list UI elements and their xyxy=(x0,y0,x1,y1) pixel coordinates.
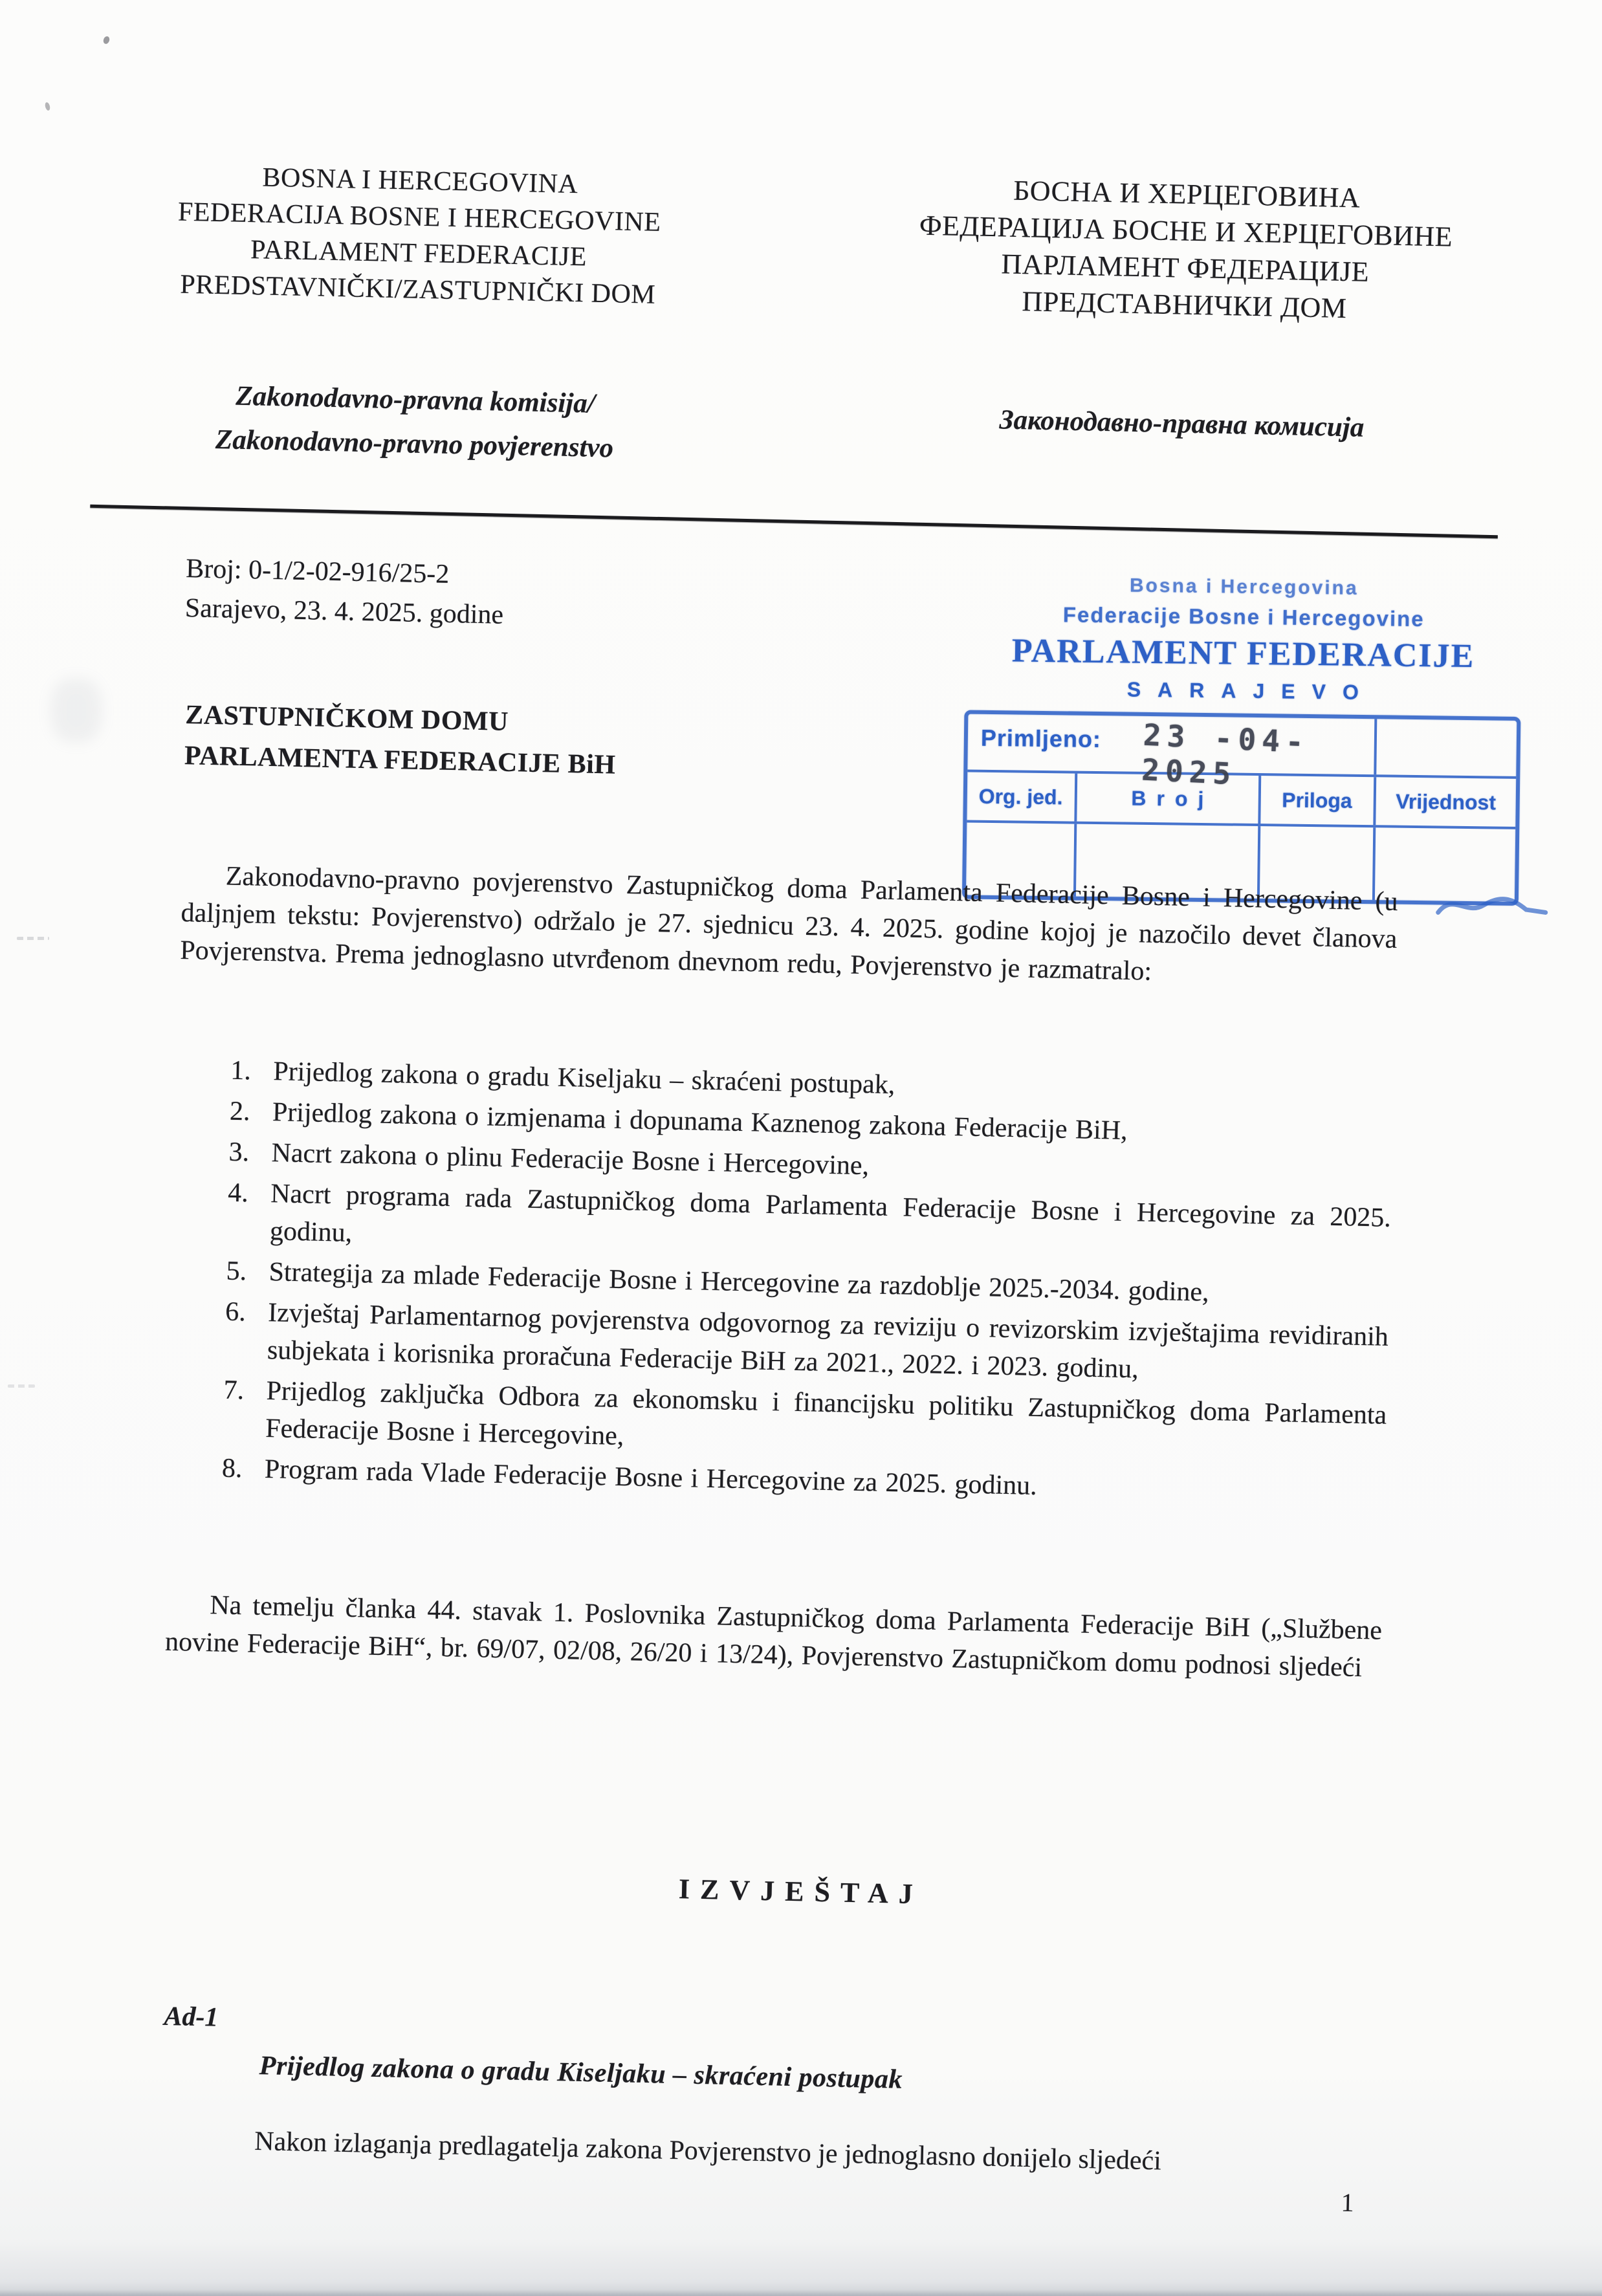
letterhead-cyrillic-line: ФЕДЕРАЦИЈА БОСНЕ И ХЕРЦЕГОВИНЕ xyxy=(919,209,1453,253)
committee-name-cyrillic xyxy=(868,395,1496,453)
letterhead-divider-line xyxy=(90,505,1498,538)
agenda-list xyxy=(221,1052,1394,1516)
agenda-item-number: 2. xyxy=(229,1096,251,1127)
addressee-line: ZASTUPNIČKOM DOMU xyxy=(184,700,509,737)
agenda-item-text: Prijedlog zaključka Odbora za ekonomsku i financijsku politiku Zastupničkog doma Parlamenta Federacije Bosne i Hercegovine, xyxy=(265,1376,1387,1452)
stamp-city-line: SARAJEVO xyxy=(1126,677,1376,705)
stamp-empty-cell xyxy=(1376,719,1517,776)
letterhead-cyrillic-line: БОСНА И ХЕРЦЕГОВИНА xyxy=(1013,174,1361,214)
agenda-item-text: Nacrt programa rada Zastupničkog doma Parlamenta Federacije Bosne i Hercegovine za 2025. godinu, xyxy=(269,1179,1392,1248)
reference-block xyxy=(184,549,505,635)
stamp-ink-mark-icon xyxy=(1434,885,1551,925)
receipt-stamp xyxy=(962,573,1522,905)
committee-name-latin xyxy=(129,372,701,472)
addressee-block xyxy=(184,695,617,786)
section-ad1-paragraph: Nakon izlaganja predlagatelja zakona Povjerenstvo je jednoglasno donijelo sljedeći xyxy=(254,2126,1162,2176)
reference-place-date: Sarajevo, 23. 4. 2025. godine xyxy=(184,593,504,630)
margin-pencil-mark xyxy=(8,1384,35,1388)
letterhead-cyrillic xyxy=(870,169,1501,330)
letterhead-cyrillic-line: ПРЕДСТАВНИЧКИ ДОМ xyxy=(1022,285,1348,325)
section-ad1-subtitle: Prijedlog zakona o gradu Kiseljaku – skraćeni postupak xyxy=(259,2051,903,2095)
stamp-col-broj: Broj xyxy=(1077,774,1261,824)
letterhead-latin-line: PARLAMENT FEDERACIJE xyxy=(250,235,587,272)
page-number: 1 xyxy=(1341,2187,1355,2218)
letterhead-latin-line: PREDSTAVNIČKI/ZASTUPNIČKI DOM xyxy=(179,269,656,310)
letterhead-latin-line: FEDERACIJA BOSNE I HERCEGOVINE xyxy=(177,197,661,237)
stamp-col-priloga: Priloga xyxy=(1260,776,1376,825)
stamp-received-date: 23 -04- 2025 xyxy=(1141,717,1310,792)
letterhead-latin xyxy=(133,157,705,314)
stamp-federation-line: Federacije Bosne i Hercegovine xyxy=(1062,602,1425,631)
scan-smudge xyxy=(50,678,102,743)
legal-basis-paragraph: Na temelju članka 44. stavak 1. Poslovnika Zastupničkog doma Parlamenta Federacije BiH („Službene novine Federacije BiH“, br. 69/07, 02/08, 26/20 i 13/24), Povjerenstvo Zastupničkom domu podnosi sljedeći xyxy=(164,1590,1383,1683)
agenda-item-number: 6. xyxy=(225,1296,247,1328)
agenda-item-text: Nacrt zakona o plinu Federacije Bosne i Hercegovine, xyxy=(271,1138,870,1181)
stamp-col-vrijednost: Vrijednost xyxy=(1396,789,1497,815)
agenda-item-text: Izvještaj Parlamentarnog povjerenstva odgovornog za reviziju o revizorskim izvještajima revidiranih subjekata i korisnika proračuna Federacije BiH za 2021., 2022. i 2023. godinu, xyxy=(267,1298,1389,1384)
agenda-item-number: 4. xyxy=(227,1177,249,1208)
letterhead-latin-line: BOSNA I HERCEGOVINA xyxy=(262,162,578,200)
agenda-item-number: 5. xyxy=(226,1256,247,1287)
agenda-item-number: 7. xyxy=(223,1375,245,1406)
agenda-item-text: Strategija za mlade Federacije Bosne i Hercegovine za razdoblje 2025.-2034. godine, xyxy=(269,1257,1210,1307)
report-title: IZVJEŠTAJ xyxy=(678,1873,924,1910)
section-ad1-label: Ad-1 xyxy=(163,2001,219,2033)
reference-number: Broj: 0-1/2-02-916/25-2 xyxy=(185,554,450,589)
agenda-item-number: 8. xyxy=(221,1453,243,1484)
stamp-col-org-jed: Org. jed. xyxy=(967,772,1077,822)
agenda-item-number: 1. xyxy=(230,1055,252,1086)
agenda-item-text: Prijedlog zakona o izmjenama i dopunama Kaznenog zakona Federacije BiH, xyxy=(272,1097,1128,1146)
agenda-item-text: Program rada Vlade Federacije Bosne i Hercegovine za 2025. godinu. xyxy=(264,1454,1038,1502)
agenda-item-number: 3. xyxy=(228,1137,250,1168)
stamp-row-received xyxy=(967,714,1517,792)
agenda-item-text: Prijedlog zakona o gradu Kiseljaku – skraćeni postupak, xyxy=(272,1056,895,1100)
letterhead-cyrillic-line: ПАРЛАМЕНТ ФЕДЕРАЦИЈЕ xyxy=(1000,248,1370,288)
stamp-received-cell xyxy=(967,714,1377,792)
committee-line: Zakonodavno-pravno povjerenstvo xyxy=(215,424,614,464)
intro-paragraph: Zakonodavno-pravno povjerenstvo Zastupničkog doma Parlamenta Federacije Bosne i Hercegovine (u daljnjem tekstu: Povjerenstvo) održalo je 27. sjednicu 23. 4. 2025. godine kojoj je nazočilo devet članova Povjerenstva. Prema jednoglasno utvrđenom dnevnom redu, Povjerenstvo je razmatralo: xyxy=(179,861,1399,987)
committee-line: Законодавно-правна комисија xyxy=(999,404,1365,443)
stamp-parliament-line: PARLAMENT FEDERACIJE xyxy=(1011,632,1475,675)
addressee-line: PARLAMENTA FEDERACIJE BiH xyxy=(184,741,617,780)
stamp-received-label: Primljeno: xyxy=(980,724,1102,753)
margin-pencil-mark xyxy=(17,937,49,940)
committee-line: Zakonodavno-pravna komisija/ xyxy=(235,380,596,419)
stamp-country-line: Bosna i Hercegovina xyxy=(1129,574,1359,599)
scan-bottom-edge xyxy=(0,2290,1602,2296)
